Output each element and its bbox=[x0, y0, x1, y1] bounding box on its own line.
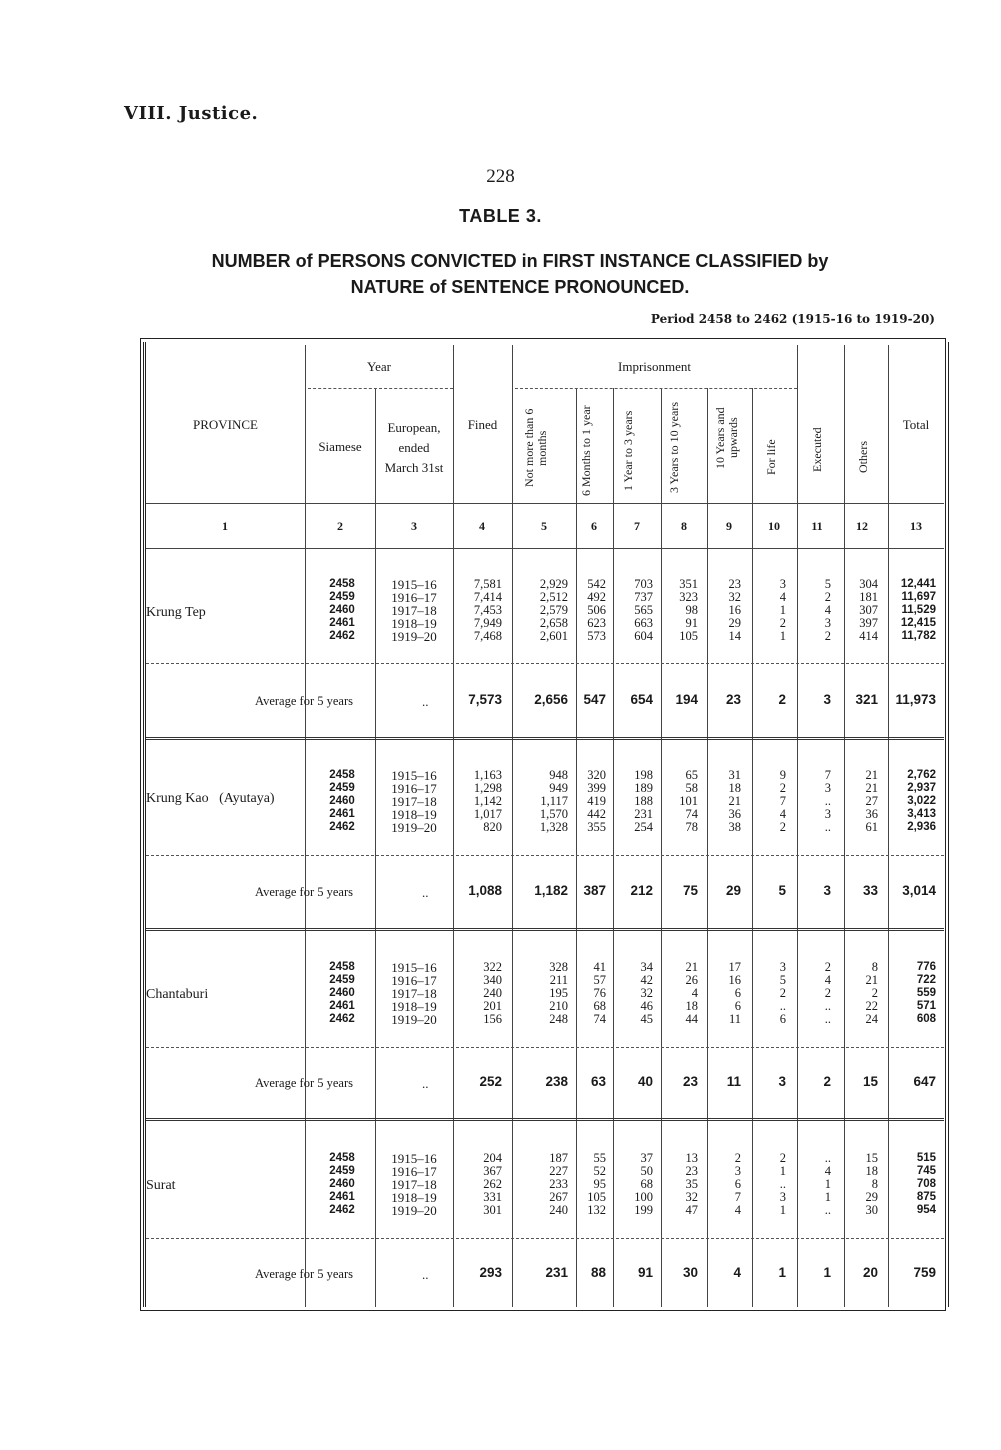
avg-executed: 3 bbox=[823, 883, 831, 898]
european-years: 1915–16 1916–17 1917–18 1918–19 1919–20 bbox=[391, 1151, 437, 1218]
executed-values: .. 4 1 1 .. bbox=[824, 1151, 831, 1217]
avg-ten-years-and-upwards: 4 bbox=[733, 1265, 741, 1280]
avg-six-months-to-1-year: 547 bbox=[583, 692, 606, 707]
avg-one-year-to-3-years: 91 bbox=[637, 1265, 653, 1280]
avg-not-more-than-6-months: 2,656 bbox=[534, 692, 568, 707]
three-years-to-10-years-values: 351 323 98 91 105 bbox=[679, 577, 698, 643]
six-months-to-1-year-values: 55 52 95 105 132 bbox=[587, 1151, 606, 1217]
executed-values: 7 3 .. 3 .. bbox=[824, 768, 831, 834]
others-values: 21 21 27 36 61 bbox=[865, 768, 878, 834]
header-rule bbox=[146, 503, 944, 504]
header-fined: Fined bbox=[467, 417, 498, 432]
avg-six-months-to-1-year: 63 bbox=[590, 1074, 606, 1089]
column-number: 7 bbox=[634, 519, 640, 533]
col-rule bbox=[453, 345, 454, 1307]
avg-for-life: 2 bbox=[778, 692, 786, 707]
avg-ten-years-and-upwards: 29 bbox=[725, 883, 741, 898]
avg-executed: 3 bbox=[823, 692, 831, 707]
avg-for-life: 5 bbox=[778, 883, 786, 898]
average-label: Average for 5 years bbox=[255, 1076, 353, 1090]
title-line-2: NATURE of SENTENCE PRONOUNCED. bbox=[350, 277, 690, 297]
title-line-1: NUMBER of PERSONS CONVICTED in FIRST INSTANCE CLASSIFIED by bbox=[211, 251, 829, 271]
avg-others: 20 bbox=[862, 1265, 878, 1280]
avg-fined: 7,573 bbox=[468, 692, 502, 707]
avg-one-year-to-3-years: 212 bbox=[630, 883, 653, 898]
column-number: 1 bbox=[222, 519, 228, 533]
avg-total: 759 bbox=[913, 1265, 936, 1280]
others-values: 304 181 307 397 414 bbox=[859, 577, 878, 643]
header-1-year-to-3-years: 1 Year to 3 years bbox=[621, 410, 635, 492]
siamese-years: 2458 2459 2460 2461 2462 bbox=[329, 1152, 355, 1216]
province-name: Krung Kao (Ayutaya) bbox=[146, 791, 275, 806]
avg-not-more-than-6-months: 238 bbox=[545, 1074, 568, 1089]
total-values: 12,441 11,697 11,529 12,415 11,782 bbox=[900, 578, 936, 642]
avg-three-years-to-10-years: 75 bbox=[682, 883, 698, 898]
avg-executed: 2 bbox=[823, 1074, 831, 1089]
col-rule bbox=[752, 388, 753, 1307]
province-name: Krung Tep bbox=[146, 605, 206, 620]
fined-values: 7,581 7,414 7,453 7,949 7,468 bbox=[473, 577, 502, 643]
avg-not-more-than-6-months: 1,182 bbox=[534, 883, 568, 898]
header-6-months-to-1-year: 6 Months to 1 year bbox=[579, 405, 593, 497]
not-more-than-6-months-values: 2,929 2,512 2,579 2,658 2,601 bbox=[539, 577, 568, 643]
average-label: Average for 5 years bbox=[255, 694, 353, 708]
header-total: Total bbox=[902, 417, 930, 432]
column-number: 3 bbox=[411, 519, 417, 533]
avg-three-years-to-10-years: 30 bbox=[682, 1265, 698, 1280]
avg-fined: 252 bbox=[479, 1074, 502, 1089]
european-line-2: ended bbox=[398, 440, 430, 455]
others-values: 8 21 2 22 24 bbox=[865, 960, 878, 1026]
six-months-to-1-year-values: 320 399 419 442 355 bbox=[587, 768, 606, 834]
avg-executed: 1 bbox=[823, 1265, 831, 1280]
year-underline bbox=[308, 388, 453, 389]
for-life-values: 3 4 1 2 1 bbox=[779, 577, 786, 643]
avg-total: 11,973 bbox=[895, 692, 936, 707]
col-rule bbox=[661, 388, 662, 1307]
column-number: 5 bbox=[541, 519, 547, 533]
executed-values: 2 4 2 .. .. bbox=[824, 960, 831, 1026]
for-life-values: 9 2 7 4 2 bbox=[779, 768, 786, 834]
siamese-years: 2458 2459 2460 2461 2462 bbox=[329, 961, 355, 1025]
col-number-rule bbox=[146, 548, 944, 549]
column-number: 2 bbox=[337, 519, 343, 533]
average-label: Average for 5 years bbox=[255, 885, 353, 899]
european-line-3: March 31st bbox=[384, 460, 444, 475]
header-for-life: For life bbox=[764, 439, 778, 476]
column-number: 10 bbox=[768, 519, 780, 533]
section-heading: VIII. Justice. bbox=[124, 103, 259, 124]
one-year-to-3-years-values: 198 189 188 231 254 bbox=[634, 768, 653, 834]
avg-six-months-to-1-year: 88 bbox=[590, 1265, 606, 1280]
average-dots: .. bbox=[422, 1076, 429, 1091]
three-years-to-10-years-values: 21 26 4 18 44 bbox=[685, 960, 698, 1026]
six-months-to-1-year-values: 542 492 506 623 573 bbox=[587, 577, 606, 643]
one-year-to-3-years-values: 34 42 32 46 45 bbox=[640, 960, 653, 1026]
header-executed: Executed bbox=[810, 427, 824, 473]
total-values: 515 745 708 875 954 bbox=[916, 1152, 936, 1216]
avg-rule-1 bbox=[146, 663, 944, 664]
one-year-to-3-years-values: 703 737 565 663 604 bbox=[634, 577, 653, 643]
avg-others: 15 bbox=[862, 1074, 878, 1089]
fined-values: 204 367 262 331 301 bbox=[483, 1151, 502, 1217]
col-rule bbox=[305, 345, 306, 1307]
six-months-to-1-year-values: 41 57 76 68 74 bbox=[593, 960, 606, 1026]
avg-others: 321 bbox=[855, 692, 878, 707]
avg-ten-years-and-upwards: 11 bbox=[726, 1074, 741, 1089]
for-life-values: 3 5 2 .. 6 bbox=[779, 960, 786, 1026]
column-number: 11 bbox=[811, 519, 823, 533]
avg-rule-2 bbox=[146, 855, 944, 856]
avg-rule-3 bbox=[146, 1047, 944, 1048]
siamese-years: 2458 2459 2460 2461 2462 bbox=[329, 578, 355, 642]
avg-total: 647 bbox=[913, 1074, 936, 1089]
column-number: 6 bbox=[591, 519, 597, 533]
fined-values: 1,163 1,298 1,142 1,017 820 bbox=[473, 768, 502, 834]
fined-values: 322 340 240 201 156 bbox=[483, 960, 502, 1026]
three-years-to-10-years-values: 65 58 101 74 78 bbox=[679, 768, 698, 834]
province-name: Chantaburi bbox=[146, 987, 209, 1002]
average-dots: .. bbox=[422, 694, 429, 709]
ten-years-and-upwards-values: 17 16 6 6 11 bbox=[728, 960, 741, 1026]
avg-fined: 293 bbox=[479, 1265, 502, 1280]
average-dots: .. bbox=[422, 885, 429, 900]
total-values: 776 722 559 571 608 bbox=[916, 961, 936, 1025]
executed-values: 5 2 4 3 2 bbox=[824, 577, 831, 643]
col-rule bbox=[375, 388, 376, 1307]
column-number: 4 bbox=[479, 519, 485, 533]
table-title bbox=[150, 248, 890, 300]
average-label: Average for 5 years bbox=[255, 1267, 353, 1281]
col-rule bbox=[888, 345, 889, 1307]
avg-not-more-than-6-months: 231 bbox=[545, 1265, 568, 1280]
page-number: 228 bbox=[486, 166, 515, 187]
avg-for-life: 1 bbox=[778, 1265, 786, 1280]
ten-years-and-upwards-values: 23 32 16 29 14 bbox=[728, 577, 741, 643]
header-year: Year bbox=[367, 359, 391, 374]
others-values: 15 18 8 29 30 bbox=[865, 1151, 878, 1217]
block-rule-1 bbox=[146, 737, 944, 740]
header-others: Others bbox=[856, 441, 870, 474]
header-siamese: Siamese bbox=[318, 439, 362, 454]
header-province: PROVINCE bbox=[192, 417, 258, 432]
header-imprisonment: Imprisonment bbox=[618, 359, 691, 374]
avg-one-year-to-3-years: 40 bbox=[637, 1074, 653, 1089]
avg-rule-4 bbox=[146, 1238, 944, 1239]
not-more-than-6-months-values: 948 949 1,117 1,570 1,328 bbox=[539, 768, 568, 834]
total-values: 2,762 2,937 3,022 3,413 2,936 bbox=[907, 769, 936, 833]
european-years: 1915–16 1916–17 1917–18 1918–19 1919–20 bbox=[391, 577, 437, 644]
column-number: 8 bbox=[681, 519, 687, 533]
block-rule-2 bbox=[146, 928, 944, 931]
header-european bbox=[375, 418, 453, 478]
column-number: 12 bbox=[856, 519, 868, 533]
avg-total: 3,014 bbox=[902, 883, 936, 898]
average-dots: .. bbox=[422, 1267, 429, 1282]
for-life-values: 2 1 .. 3 1 bbox=[779, 1151, 786, 1217]
european-years: 1915–16 1916–17 1917–18 1918–19 1919–20 bbox=[391, 960, 437, 1027]
header-3-years-to-10-years: 3 Years to 10 years bbox=[667, 402, 681, 494]
period-label: Period 2458 to 2462 (1915-16 to 1919-20) bbox=[650, 312, 935, 326]
header-not-more-than-6-months: Not more than 6 months bbox=[522, 408, 549, 488]
ten-years-and-upwards-values: 31 18 21 36 38 bbox=[728, 768, 741, 834]
imprisonment-underline bbox=[515, 388, 797, 389]
column-number: 13 bbox=[910, 519, 922, 533]
avg-six-months-to-1-year: 387 bbox=[583, 883, 606, 898]
column-number: 9 bbox=[726, 519, 732, 533]
not-more-than-6-months-values: 328 211 195 210 248 bbox=[549, 960, 568, 1026]
not-more-than-6-months-values: 187 227 233 267 240 bbox=[549, 1151, 568, 1217]
avg-for-life: 3 bbox=[778, 1074, 786, 1089]
avg-three-years-to-10-years: 23 bbox=[682, 1074, 698, 1089]
avg-others: 33 bbox=[862, 883, 878, 898]
province-name: Surat bbox=[146, 1178, 176, 1193]
col-rule bbox=[512, 345, 513, 1307]
european-years: 1915–16 1916–17 1917–18 1918–19 1919–20 bbox=[391, 768, 437, 835]
col-rule bbox=[707, 388, 708, 1307]
table-number: TABLE 3. bbox=[459, 206, 542, 226]
siamese-years: 2458 2459 2460 2461 2462 bbox=[329, 769, 355, 833]
block-rule-3 bbox=[146, 1118, 944, 1121]
col-rule bbox=[844, 345, 845, 1307]
avg-fined: 1,088 bbox=[468, 883, 502, 898]
european-line-1: European, bbox=[387, 420, 441, 435]
one-year-to-3-years-values: 37 50 68 100 199 bbox=[634, 1151, 653, 1217]
avg-three-years-to-10-years: 194 bbox=[675, 692, 698, 707]
col-rule bbox=[797, 345, 798, 1307]
avg-one-year-to-3-years: 654 bbox=[630, 692, 653, 707]
ten-years-and-upwards-values: 2 3 6 7 4 bbox=[734, 1151, 741, 1217]
three-years-to-10-years-values: 13 23 35 32 47 bbox=[685, 1151, 698, 1217]
avg-ten-years-and-upwards: 23 bbox=[725, 692, 741, 707]
header-10-years-and-upwards: 10 Years and upwards bbox=[713, 407, 740, 469]
